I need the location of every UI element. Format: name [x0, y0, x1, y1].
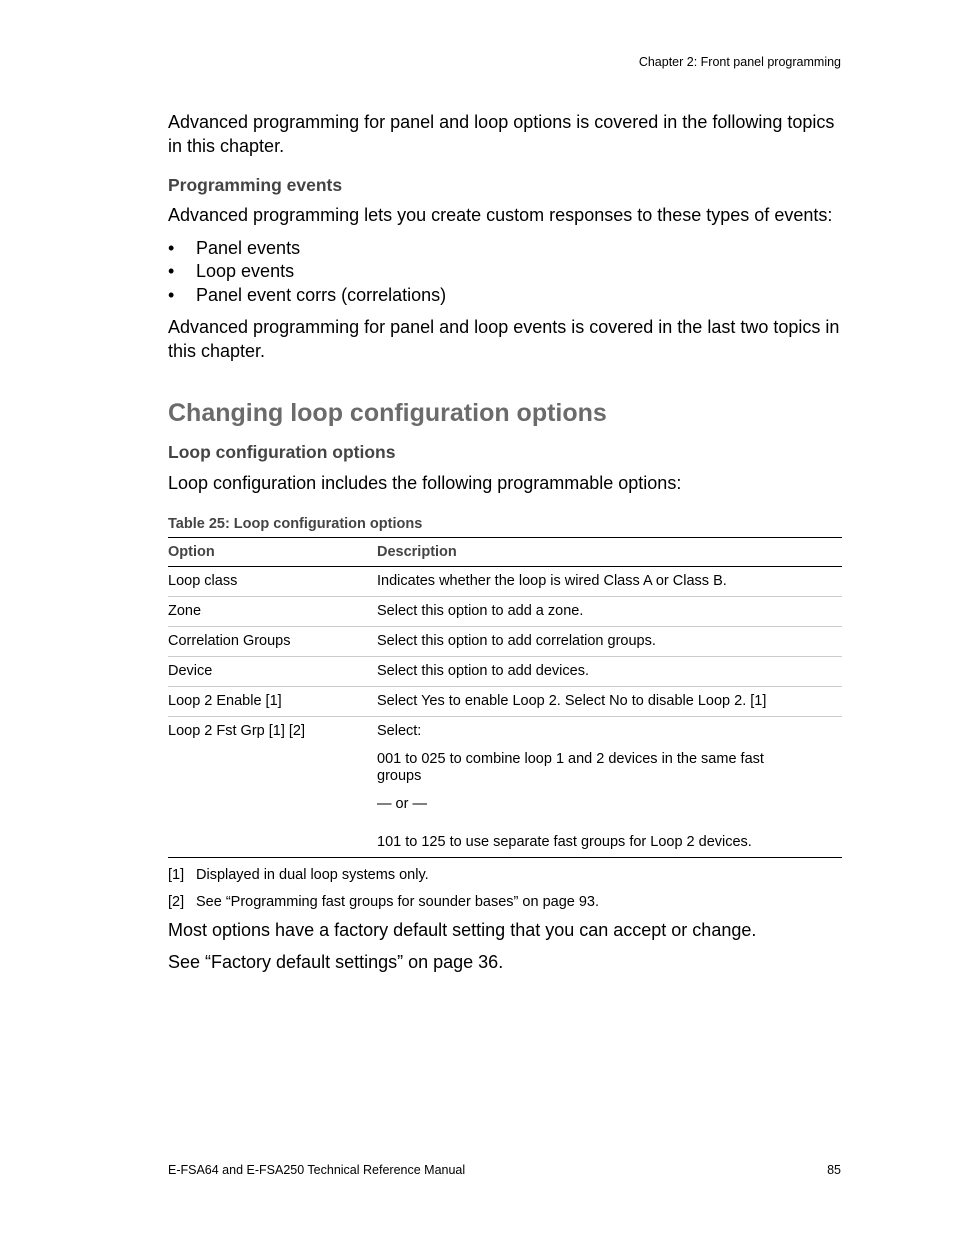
table-row [168, 686, 842, 716]
table-row [168, 596, 842, 626]
list-item-text: Panel event corrs (correlations) [196, 284, 447, 305]
list-item [168, 237, 842, 261]
bullet-glyph: • [168, 237, 175, 258]
programming-events-heading: Programming events [168, 175, 343, 195]
description-cell: Select this option to add devices. [377, 656, 842, 686]
footnote-mark: [2] [168, 893, 185, 910]
list-item-text: Loop events [196, 261, 295, 281]
column-header-description: Description [377, 537, 842, 566]
description-cell [377, 716, 842, 857]
page-content [168, 111, 842, 975]
bullet-glyph: • [168, 284, 175, 305]
footnote [168, 894, 842, 910]
bullet-glyph: • [168, 261, 175, 281]
closing-line-1: Most options have a factory default setting that you can accept or change. [168, 919, 757, 940]
footer-manual-title: E-FSA64 and E-FSA250 Technical Reference Manual [168, 1163, 466, 1177]
footnote-text: See “Programming fast groups for sounder bases” on page 93. [196, 893, 600, 910]
table-row [168, 626, 842, 656]
description-paragraph: — or — [377, 795, 427, 812]
list-item [168, 260, 842, 284]
option-cell: Zone [168, 596, 377, 626]
option-cell: Correlation Groups [168, 626, 377, 656]
closing-line-2: See “Factory default settings” on page 36. [168, 952, 504, 972]
events-closing-paragraph: Advanced programming for panel and loop events is covered in the last two topics in this chapter. [168, 317, 840, 361]
description-paragraph: Select: [377, 722, 422, 739]
footnote-mark: [1] [168, 866, 185, 883]
option-cell: Loop 2 Enable [1] [168, 686, 377, 716]
loop-config-table [168, 537, 842, 858]
running-header: Chapter 2: Front panel programming [638, 55, 841, 69]
table-header-row [168, 537, 842, 566]
description-cell: Select Yes to enable Loop 2. Select No to disable Loop 2. [1] [377, 686, 842, 716]
table-row [168, 566, 842, 596]
intro-paragraph: Advanced programming for panel and loop options is covered in the following topics in this chapter. [168, 112, 835, 156]
description-paragraph: 001 to 025 to combine loop 1 and 2 devices in the same fast groups [377, 750, 764, 784]
footnote [168, 867, 842, 883]
option-cell: Loop 2 Fst Grp [1] [2] [168, 716, 377, 857]
section-title: Changing loop configuration options [168, 399, 607, 427]
loop-config-subheading: Loop configuration options [168, 442, 396, 462]
table-row [168, 656, 842, 686]
event-types-list [168, 237, 842, 308]
table-row [168, 716, 842, 857]
description-cell: Select this option to add a zone. [377, 596, 842, 626]
description-paragraph: 101 to 125 to use separate fast groups for Loop 2 devices. [377, 833, 752, 850]
loop-config-paragraph: Loop configuration includes the following programmable options: [168, 473, 682, 493]
footnote-text: Displayed in dual loop systems only. [196, 866, 429, 883]
programming-events-paragraph: Advanced programming lets you create custom responses to these types of events: [168, 205, 833, 225]
option-cell: Device [168, 656, 377, 686]
list-item [168, 284, 842, 308]
table-caption: Table 25: Loop configuration options [168, 515, 423, 532]
column-header-option: Option [168, 537, 377, 566]
option-cell: Loop class [168, 566, 377, 596]
description-cell: Select this option to add correlation groups. [377, 626, 842, 656]
footer-page-number: 85 [827, 1163, 841, 1177]
description-cell: Indicates whether the loop is wired Class A or Class B. [377, 566, 842, 596]
list-item-text: Panel events [196, 237, 301, 258]
